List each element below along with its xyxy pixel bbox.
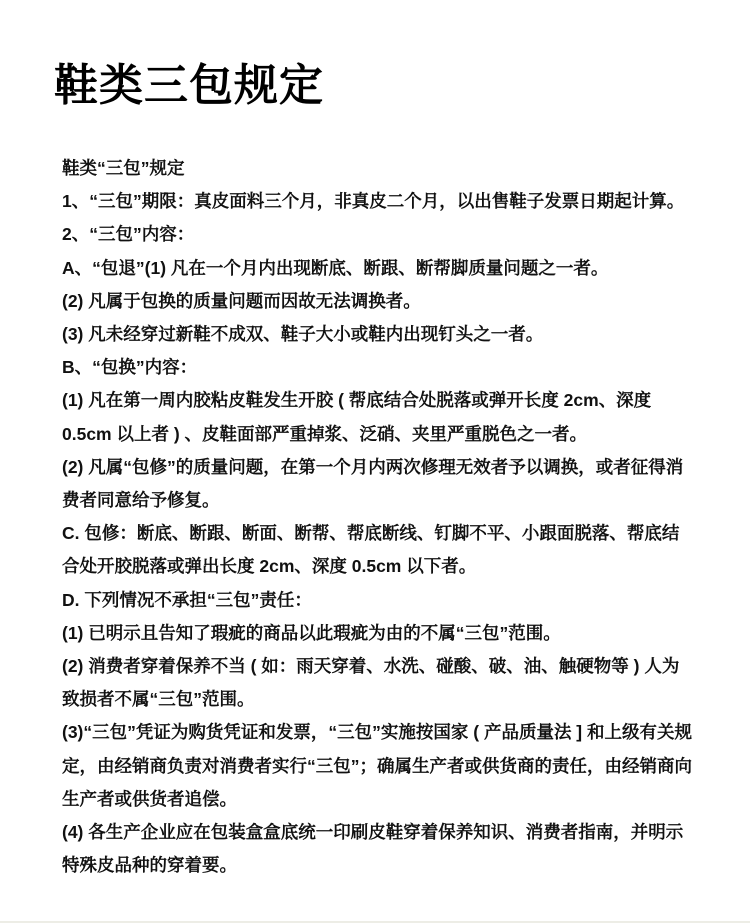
paragraph: (3)“三包”凭证为购货凭证和发票，“三包”实施按国家 ( 产品质量法 ] 和上级有关规定，由经销商负责对消费者实行“三包”；确属生产者或供货商的责任，由经销商向生产者或供货者追偿。 [62, 722, 692, 809]
paragraph: (3) 凡未经穿过新鞋不成双、鞋子大小或鞋内出现钉头之一者。 [62, 324, 544, 345]
paragraph: 鞋类“三包”规定 [62, 158, 185, 178]
regulation-text [62, 152, 692, 882]
paragraph: C. 包修：断底、断跟、断面、断帮、帮底断线、钉脚不平、小跟面脱落、帮底结合处开胶脱落或弹出长度 2cm、深度 0.5cm 以下者。 [62, 523, 680, 577]
paragraph: (2) 凡属于包换的质量问题而因故无法调换者。 [62, 290, 421, 311]
paragraph: (4) 各生产企业应在包装盒盒底统一印刷皮鞋穿着保养知识、消费者指南，并明示特殊皮品种的穿着要。 [62, 822, 684, 876]
paragraph: (2) 消费者穿着保养不当 ( 如：雨天穿着、水洗、碰酸、破、油、触硬物等 ) 人为致损者不属“三包”范围。 [62, 656, 680, 710]
paragraph: B、“包换”内容： [62, 357, 198, 378]
paragraph: (1) 凡在第一周内胶粘皮鞋发生开胶 ( 帮底结合处脱落或弹开长度 2cm、深度 0.5cm 以上者 ) 、皮鞋面部严重掉浆、泛硝、夹里严重脱色之一者。 [62, 390, 652, 444]
paragraph: 1、“三包”期限：真皮面料三个月，非真皮二个月，以出售鞋子发票日期起计算。 [62, 191, 685, 212]
paragraph: 2、“三包”内容： [62, 224, 195, 245]
paragraph: A、“包退”(1) 凡在一个月内出现断底、断跟、断帮脚质量问题之一者。 [62, 257, 609, 278]
page-title: 鞋类三包规定 [54, 61, 324, 110]
paragraph: D. 下列情况不承担“三包”责任： [62, 589, 312, 610]
paragraph: (1) 已明示且告知了瑕疵的商品以此瑕疵为由的不属“三包”范围。 [62, 622, 561, 643]
paragraph: (2) 凡属“包修”的质量问题，在第一个月内两次修理无效者予以调换，或者征得消费者同意给予修复。 [62, 456, 684, 511]
